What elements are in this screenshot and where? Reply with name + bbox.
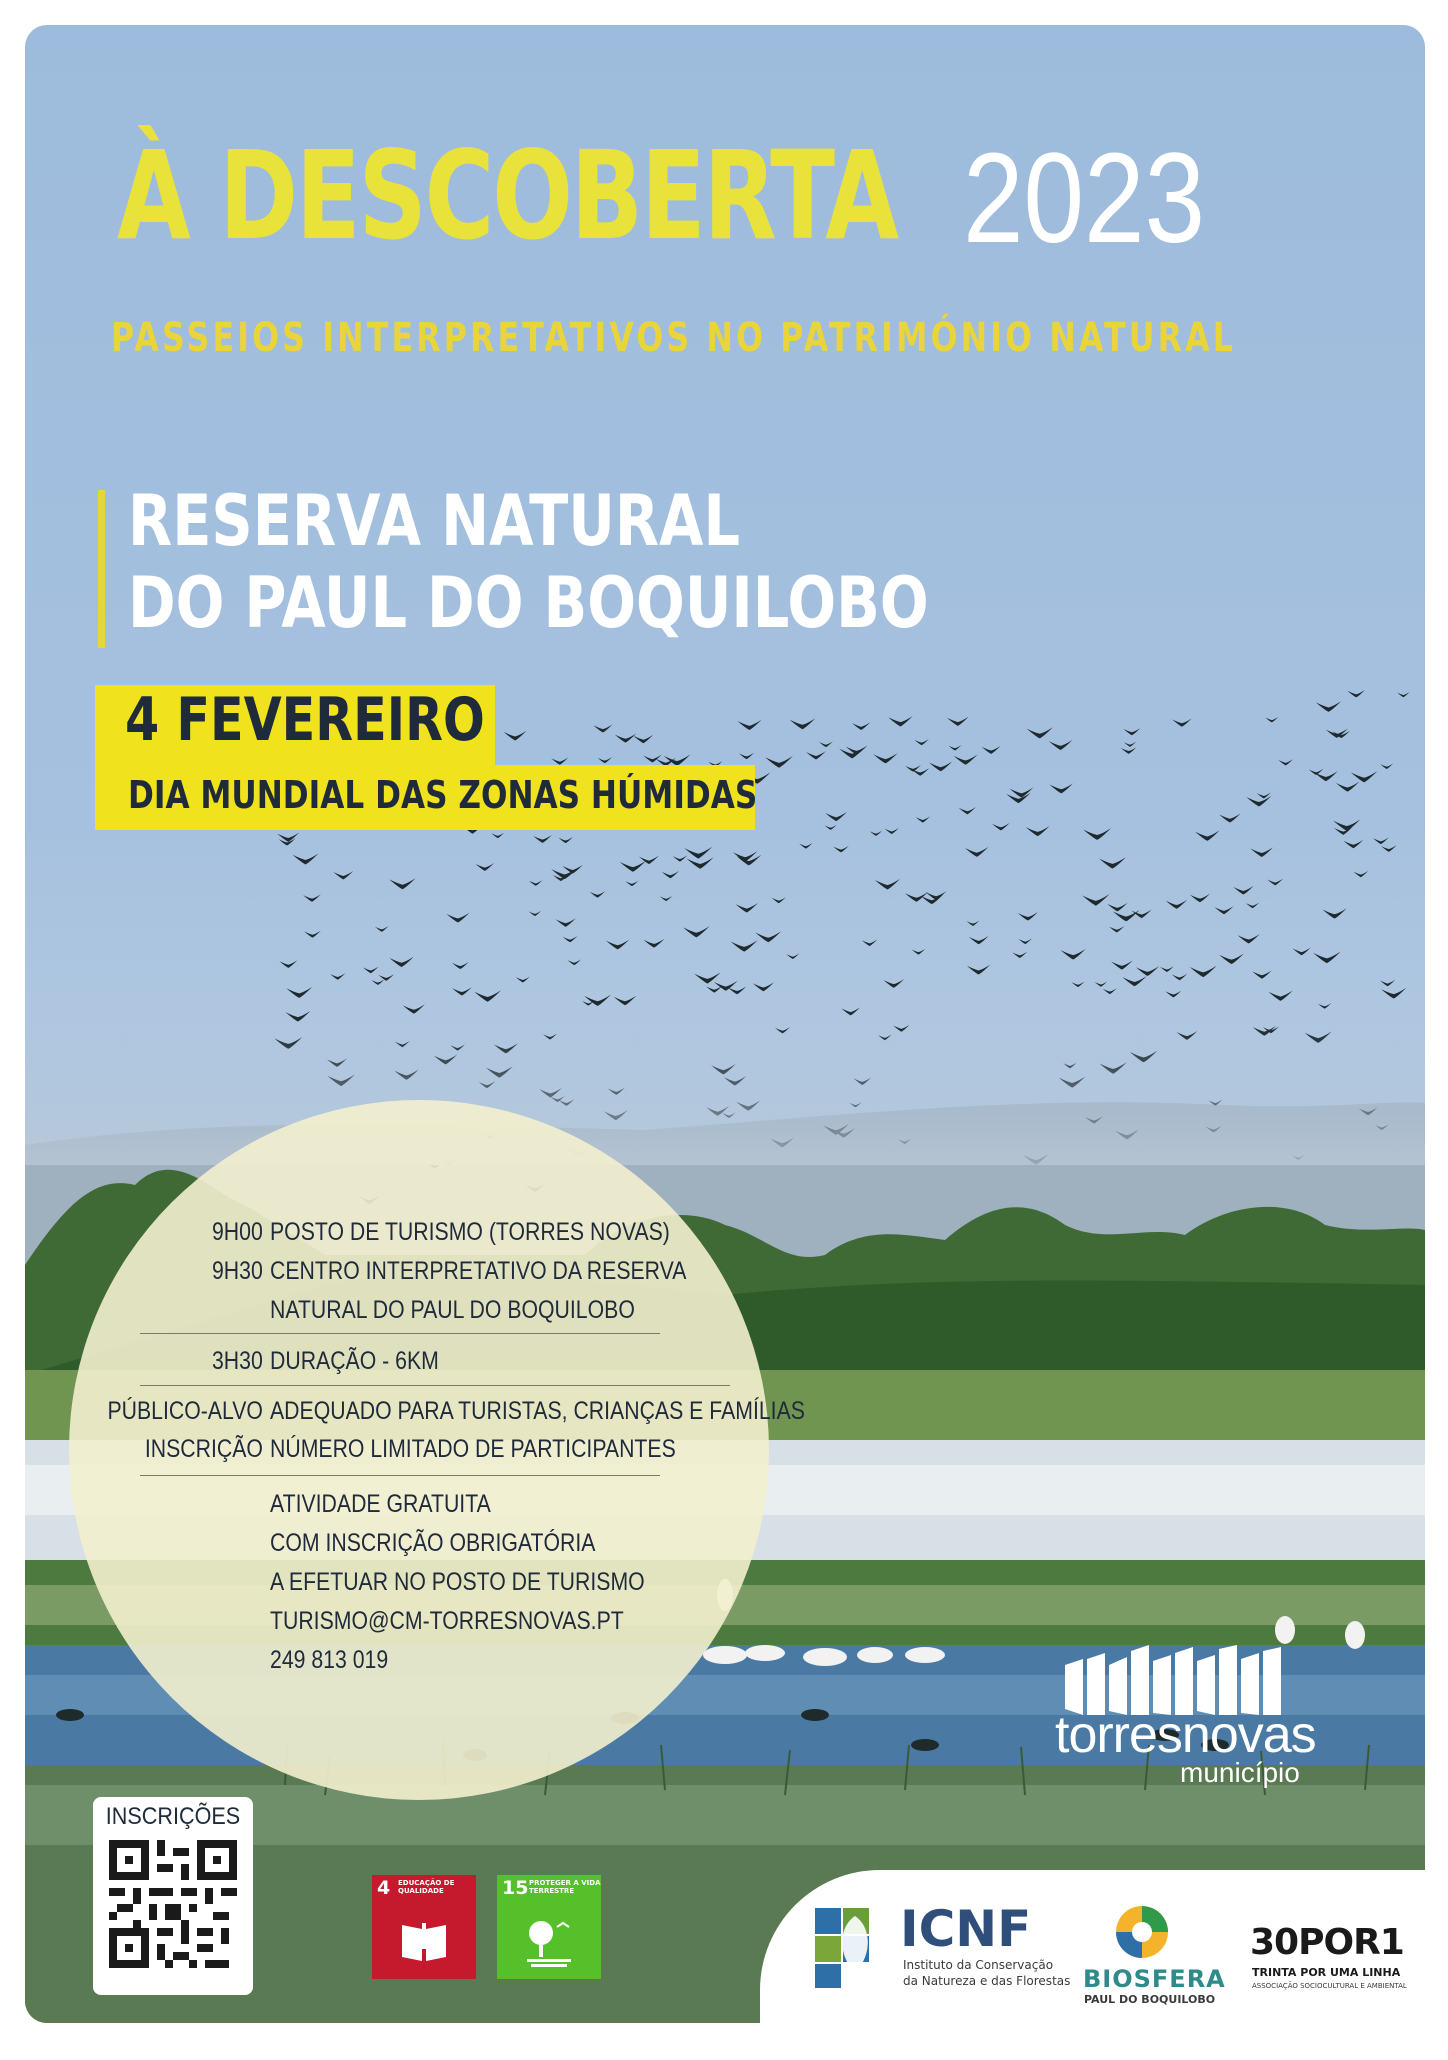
flying-bird	[737, 720, 761, 730]
flying-bird	[1123, 728, 1140, 735]
flying-bird	[1322, 908, 1346, 918]
flying-bird	[1122, 976, 1146, 986]
flying-bird	[533, 835, 552, 843]
flying-bird	[969, 936, 989, 944]
flying-bird	[1381, 988, 1406, 999]
flying-bird	[982, 746, 1001, 754]
flying-bird	[1160, 966, 1174, 972]
flying-bird	[1326, 728, 1348, 737]
flying-bird	[1012, 952, 1027, 958]
contact-email[interactable]: TURISMO@CM-TORRESNOVAS.PT	[270, 1607, 624, 1635]
flying-bird	[967, 920, 980, 925]
flying-bird	[1026, 826, 1050, 836]
schedule-text: POSTO DE TURISMO (TORRES NOVAS)	[270, 1218, 670, 1246]
flying-bird	[556, 918, 576, 927]
flying-bird	[286, 987, 312, 998]
poster	[25, 25, 1425, 2023]
flying-bird	[839, 747, 865, 758]
divider	[140, 1333, 660, 1334]
flying-bird	[883, 979, 904, 988]
flying-bird	[1381, 845, 1397, 852]
flying-bird	[753, 982, 774, 991]
flying-bird	[1109, 926, 1124, 933]
flying-bird	[1061, 949, 1086, 960]
flying-bird	[1347, 690, 1365, 698]
note-line: ATIVIDADE GRATUITA	[270, 1490, 491, 1518]
book-icon	[398, 1915, 450, 1967]
flying-bird	[446, 913, 469, 923]
flying-bird	[1027, 727, 1053, 738]
qr-label: INSCRIÇÕES	[105, 1803, 241, 1830]
flying-bird	[625, 881, 638, 887]
flying-bird	[1049, 783, 1073, 793]
flying-bird	[1099, 857, 1126, 868]
subtitle: PASSEIOS INTERPRETATIVOS NO PATRIMÓNIO NATURAL	[111, 315, 1237, 361]
icnf-name: ICNF	[900, 1900, 1032, 1958]
flying-bird	[662, 871, 679, 878]
schedule-text: DURAÇÃO - 6KM	[270, 1347, 439, 1375]
flying-bird	[304, 931, 321, 938]
flying-bird	[1018, 912, 1038, 921]
biosfera-sub: PAUL DO BOQUILOBO	[1084, 1993, 1216, 2006]
flying-bird	[694, 972, 720, 983]
flying-bird	[403, 1004, 425, 1013]
flying-bird	[819, 741, 833, 747]
municipality-sub: município	[1180, 1757, 1300, 1788]
sdg-number: 15	[502, 1877, 529, 1899]
flying-bird	[1010, 787, 1034, 797]
flying-bird	[870, 831, 882, 836]
note-line: COM INSCRIÇÃO OBRIGATÓRIA	[270, 1529, 596, 1557]
flying-bird	[1172, 718, 1191, 726]
flying-bird	[905, 892, 928, 902]
flying-bird	[731, 940, 758, 952]
flying-bird	[1219, 813, 1240, 822]
contact-phone[interactable]: 249 813 019	[270, 1646, 389, 1674]
flying-bird	[639, 856, 659, 864]
sdg-label: PROTEGER A VIDA TERRESTRE	[529, 1879, 601, 1895]
flying-bird	[378, 974, 394, 981]
flying-bird	[389, 957, 413, 967]
flying-bird	[965, 847, 988, 857]
flying-bird	[529, 880, 542, 886]
flying-bird	[285, 1011, 310, 1022]
flying-bird	[1082, 894, 1109, 906]
flying-bird	[1113, 910, 1140, 921]
trinta-name: 30POR1	[1250, 1922, 1404, 1963]
flying-bird	[1318, 1003, 1331, 1009]
flying-bird	[1250, 847, 1273, 857]
flying-bird	[1278, 759, 1293, 765]
flying-bird	[929, 761, 952, 771]
flying-bird	[825, 812, 847, 821]
trinta-line-2: ASSOCIAÇÃO SOCIOCULTURAL E AMBIENTAL	[1252, 1982, 1407, 1990]
flying-bird	[563, 936, 578, 942]
event-day-name: DIA MUNDIAL DAS ZONAS HÚMIDAS	[128, 773, 758, 817]
flying-bird	[967, 965, 990, 975]
flying-bird	[954, 755, 978, 765]
flying-bird	[852, 722, 870, 730]
flying-bird	[806, 751, 826, 759]
location-heading	[128, 480, 929, 644]
flying-bird	[755, 931, 781, 942]
flying-bird	[948, 745, 961, 751]
flying-bird	[1267, 879, 1283, 886]
flying-bird	[614, 996, 637, 1006]
flying-bird	[1121, 747, 1137, 754]
flying-bird	[1268, 991, 1292, 1001]
flying-bird	[1107, 903, 1127, 912]
flying-bird	[606, 939, 629, 949]
flying-bird	[593, 724, 612, 732]
flying-bird	[1165, 990, 1181, 997]
flying-bird	[1083, 828, 1111, 840]
flying-bird	[1252, 970, 1272, 978]
flying-bird	[959, 807, 976, 814]
flying-bird	[1336, 782, 1360, 792]
sdg-label: EDUCAÇÃO DE QUALIDADE	[398, 1879, 455, 1895]
flying-bird	[1333, 819, 1360, 831]
flying-bird	[303, 894, 321, 902]
icnf-line-2: da Natureza e das Florestas	[903, 1974, 1071, 1988]
flying-bird	[1246, 796, 1271, 807]
flying-bird	[905, 765, 921, 772]
schedule-text: NÚMERO LIMITADO DE PARTICIPANTES	[270, 1435, 676, 1463]
flying-bird	[728, 986, 747, 994]
flying-bird	[293, 854, 319, 865]
flying-bird	[686, 857, 713, 869]
flying-bird	[529, 911, 542, 916]
divider	[140, 1385, 730, 1386]
flying-bird	[1313, 951, 1340, 963]
flying-bird	[684, 847, 712, 859]
flying-bird	[862, 940, 877, 947]
flying-bird	[888, 716, 913, 726]
flying-bird	[620, 861, 646, 872]
schedule-text: NATURAL DO PAUL DO BOQUILOBO	[270, 1296, 635, 1324]
schedule-label: PÚBLICO-ALVO	[107, 1397, 263, 1425]
schedule-label: 9H30	[212, 1257, 263, 1285]
flying-bird	[1111, 960, 1133, 969]
qr-code-icon[interactable]	[109, 1840, 237, 1968]
biosfera-name: BIOSFERA	[1083, 1965, 1226, 1993]
accent-bar	[98, 490, 105, 648]
flying-bird	[491, 833, 504, 839]
note-line: A EFETUAR NO POSTO DE TURISMO	[270, 1568, 645, 1596]
schedule-text: CENTRO INTERPRETATIVO DA RESERVA	[270, 1257, 687, 1285]
flying-bird	[914, 739, 929, 745]
flying-bird	[1124, 742, 1136, 747]
flying-bird	[644, 939, 665, 948]
flying-bird	[833, 846, 849, 853]
flying-bird	[1095, 981, 1107, 986]
flying-bird	[474, 990, 501, 1001]
flying-bird	[558, 837, 573, 843]
flying-bird	[1380, 980, 1395, 987]
flying-bird	[660, 896, 672, 901]
flying-bird	[1219, 953, 1244, 964]
flying-bird	[1195, 830, 1220, 840]
flying-bird	[452, 962, 469, 969]
location-line-2: DO PAUL DO BOQUILOBO	[128, 562, 929, 644]
flying-bird	[567, 959, 581, 965]
flying-bird	[375, 926, 389, 932]
flying-bird	[1071, 981, 1084, 987]
flying-bird	[1316, 701, 1341, 712]
flying-bird	[875, 879, 900, 890]
flying-bird	[736, 903, 758, 912]
flying-bird	[799, 843, 812, 849]
flying-bird	[1018, 938, 1031, 944]
flying-bird	[1233, 886, 1253, 895]
flying-bird	[615, 733, 637, 742]
flying-bird	[683, 926, 710, 937]
flying-bird	[1238, 934, 1260, 943]
location-line-1: RESERVA NATURAL	[128, 480, 741, 562]
flying-bird	[1373, 837, 1389, 844]
flying-bird	[765, 756, 793, 768]
flying-bird	[1172, 974, 1188, 981]
flying-bird	[926, 891, 947, 900]
sdg-number: 4	[377, 1877, 391, 1899]
flying-bird	[1049, 740, 1073, 750]
flying-bird	[516, 976, 530, 982]
flying-bird	[1265, 717, 1278, 723]
flying-bird	[330, 973, 345, 980]
flying-bird	[1166, 900, 1187, 909]
flying-bird	[786, 953, 799, 959]
flying-bird	[633, 735, 653, 743]
flying-bird	[825, 825, 837, 830]
flying-bird	[790, 718, 816, 729]
flying-bird	[551, 757, 568, 764]
icnf-line-1: Instituto da Conservação	[903, 1958, 1054, 1972]
biosfera-logo-icon	[1110, 1902, 1174, 1962]
flying-bird	[1190, 966, 1217, 977]
flying-bird	[1292, 947, 1310, 955]
flying-bird	[504, 731, 527, 741]
sdg-15-tile	[497, 1875, 601, 1979]
flying-bird	[841, 1007, 860, 1015]
flying-bird	[873, 753, 897, 763]
municipality-name: torresnovas	[1055, 1706, 1316, 1764]
flying-bird	[1353, 871, 1368, 877]
flying-bird	[1136, 966, 1159, 976]
schedule-label: 9H00	[212, 1218, 263, 1246]
flying-bird	[363, 967, 379, 974]
flying-bird	[1246, 902, 1259, 908]
flying-bird	[772, 897, 786, 903]
flying-bird	[279, 960, 297, 968]
flying-bird	[1190, 894, 1210, 903]
flying-bird	[1397, 692, 1409, 697]
flying-bird	[1343, 840, 1363, 849]
flying-bird	[885, 828, 899, 834]
flying-bird	[389, 878, 415, 889]
page-title: À DESCOBERTA	[117, 125, 897, 267]
divider	[140, 1475, 660, 1476]
flying-bird	[947, 717, 969, 726]
flying-bird	[475, 863, 494, 871]
flying-bird	[739, 753, 754, 760]
event-date: 4 FEVEREIRO	[125, 685, 485, 755]
sdg-4-tile	[372, 1875, 476, 1979]
flying-bird	[452, 987, 472, 995]
flying-bird	[1351, 771, 1378, 782]
flying-bird	[333, 871, 353, 879]
flying-bird	[1380, 763, 1393, 768]
schedule-label: 3H30	[212, 1347, 263, 1375]
schedule-text: ADEQUADO PARA TURISTAS, CRIANÇAS E FAMÍLIAS	[270, 1397, 805, 1425]
tree-birds-icon	[521, 1913, 577, 1969]
icnf-leaf-icon	[815, 1908, 895, 1988]
schedule-label: INSCRIÇÃO	[144, 1435, 263, 1463]
flying-bird	[371, 979, 384, 985]
flying-bird	[673, 855, 688, 861]
flying-bird	[1215, 906, 1234, 914]
flying-bird	[598, 757, 613, 763]
title-year: 2023	[963, 127, 1206, 270]
flying-bird	[911, 949, 925, 955]
flying-bird	[916, 816, 930, 822]
flying-bird	[590, 891, 606, 898]
flying-bird	[992, 823, 1010, 831]
trinta-line-1: TRINTA POR UMA LINHA	[1252, 1966, 1401, 1979]
flying-bird	[1103, 988, 1117, 994]
